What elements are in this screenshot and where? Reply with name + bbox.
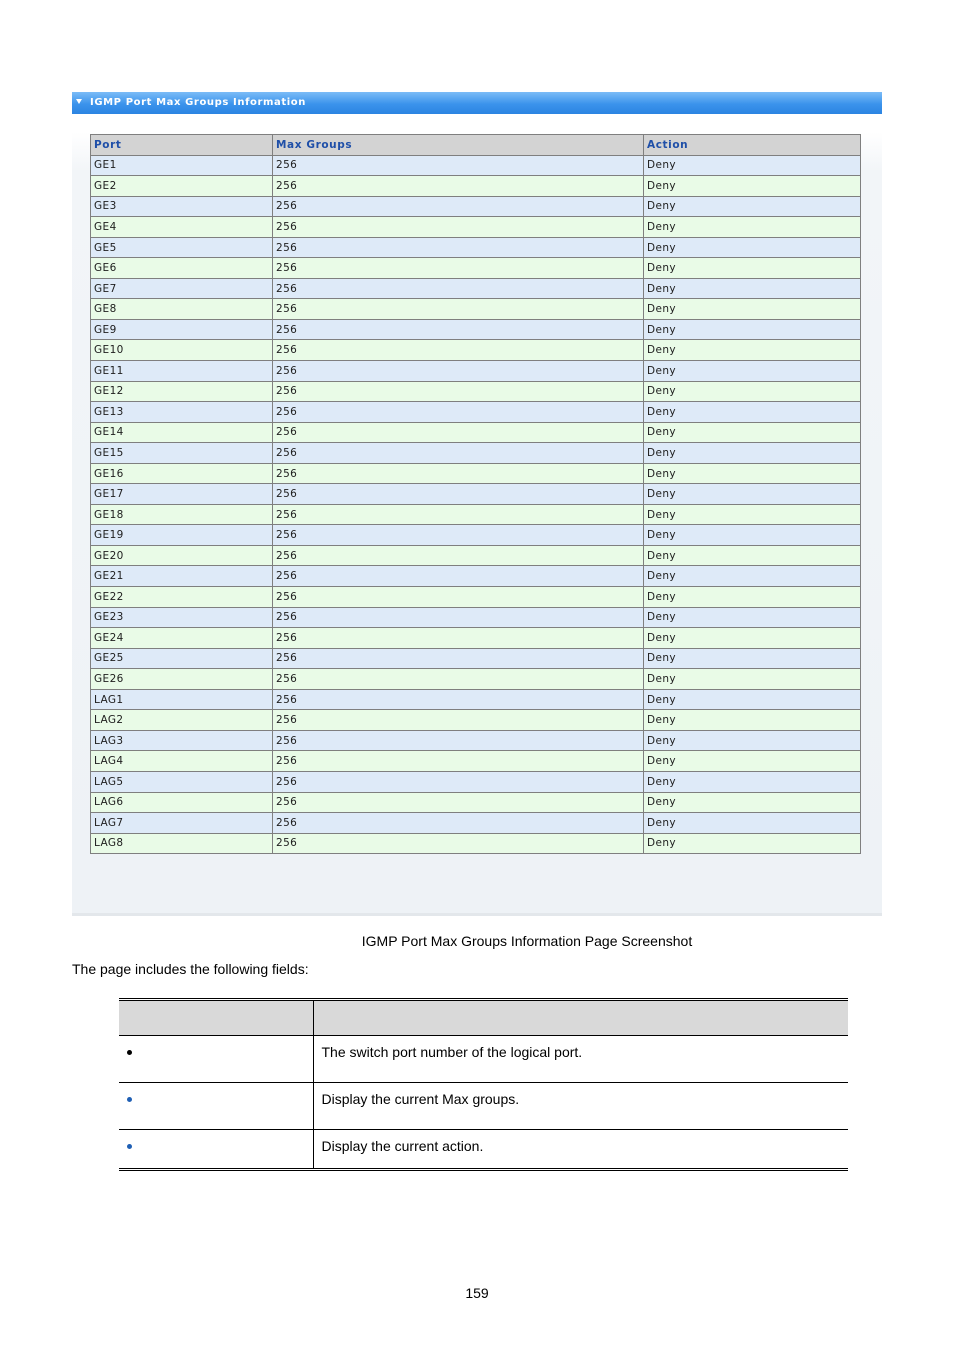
max-groups-cell: 256 xyxy=(273,217,644,238)
port-cell: GE8 xyxy=(91,299,273,320)
max-groups-cell: 256 xyxy=(273,710,644,731)
action-cell: Deny xyxy=(644,669,861,690)
port-cell: LAG5 xyxy=(91,771,273,792)
max-groups-cell: 256 xyxy=(273,525,644,546)
max-groups-cell: 256 xyxy=(273,813,644,834)
max-groups-cell: 256 xyxy=(273,669,644,690)
action-cell: Deny xyxy=(644,587,861,608)
action-cell: Deny xyxy=(644,422,861,443)
table-row xyxy=(91,566,861,587)
max-groups-cell: 256 xyxy=(273,443,644,464)
table-row xyxy=(91,813,861,834)
max-groups-cell: 256 xyxy=(273,648,644,669)
action-cell: Deny xyxy=(644,463,861,484)
table-row xyxy=(91,751,861,772)
table-row xyxy=(91,319,861,340)
bullet-icon xyxy=(127,1144,132,1149)
port-cell: GE19 xyxy=(91,525,273,546)
table-row xyxy=(91,237,861,258)
max-groups-cell: 256 xyxy=(273,751,644,772)
port-cell: GE21 xyxy=(91,566,273,587)
fields-row xyxy=(119,1036,848,1083)
action-cell: Deny xyxy=(644,361,861,382)
table-row xyxy=(91,155,861,176)
table-row xyxy=(91,340,861,361)
action-cell: Deny xyxy=(644,813,861,834)
fields-header-object xyxy=(119,1000,313,1036)
max-groups-cell: 256 xyxy=(273,299,644,320)
port-cell: GE23 xyxy=(91,607,273,628)
port-cell: GE18 xyxy=(91,504,273,525)
port-cell: GE17 xyxy=(91,484,273,505)
action-cell: Deny xyxy=(644,155,861,176)
collapse-arrow-icon[interactable] xyxy=(76,99,82,104)
action-cell: Deny xyxy=(644,833,861,854)
max-groups-cell: 256 xyxy=(273,607,644,628)
table-row xyxy=(91,176,861,197)
max-groups-cell: 256 xyxy=(273,771,644,792)
action-cell: Deny xyxy=(644,566,861,587)
port-cell: GE24 xyxy=(91,628,273,649)
field-name-cell xyxy=(119,1083,313,1130)
max-groups-cell: 256 xyxy=(273,463,644,484)
port-cell: GE25 xyxy=(91,648,273,669)
action-cell: Deny xyxy=(644,504,861,525)
port-cell: LAG8 xyxy=(91,833,273,854)
action-cell: Deny xyxy=(644,710,861,731)
table-row xyxy=(91,710,861,731)
field-description: Display the current action. xyxy=(321,1138,484,1154)
table-row xyxy=(91,278,861,299)
action-cell: Deny xyxy=(644,628,861,649)
action-cell: Deny xyxy=(644,730,861,751)
table-row xyxy=(91,771,861,792)
max-groups-cell: 256 xyxy=(273,730,644,751)
action-cell: Deny xyxy=(644,196,861,217)
max-groups-cell: 256 xyxy=(273,258,644,279)
max-groups-cell: 256 xyxy=(273,381,644,402)
max-groups-cell: 256 xyxy=(273,278,644,299)
table-row xyxy=(91,833,861,854)
fields-row xyxy=(119,1130,848,1170)
field-name-cell xyxy=(119,1036,313,1083)
table-row xyxy=(91,443,861,464)
max-groups-cell: 256 xyxy=(273,340,644,361)
port-cell: GE22 xyxy=(91,587,273,608)
table-row xyxy=(91,402,861,423)
max-groups-cell: 256 xyxy=(273,196,644,217)
action-cell: Deny xyxy=(644,525,861,546)
table-row xyxy=(91,607,861,628)
port-cell: GE20 xyxy=(91,545,273,566)
table-row xyxy=(91,196,861,217)
action-cell: Deny xyxy=(644,443,861,464)
port-cell: GE4 xyxy=(91,217,273,238)
action-cell: Deny xyxy=(644,258,861,279)
table-header-row xyxy=(91,135,861,156)
max-groups-cell: 256 xyxy=(273,484,644,505)
action-cell: Deny xyxy=(644,484,861,505)
table-row xyxy=(91,463,861,484)
max-groups-cell: 256 xyxy=(273,792,644,813)
action-cell: Deny xyxy=(644,607,861,628)
panel-title: IGMP Port Max Groups Information xyxy=(90,97,306,108)
port-cell: LAG4 xyxy=(91,751,273,772)
action-cell: Deny xyxy=(644,176,861,197)
column-header-max-groups: Max Groups xyxy=(273,135,644,156)
bullet-icon xyxy=(127,1097,132,1102)
port-cell: LAG6 xyxy=(91,792,273,813)
action-cell: Deny xyxy=(644,340,861,361)
port-cell: GE2 xyxy=(91,176,273,197)
port-cell: GE10 xyxy=(91,340,273,361)
field-description: The switch port number of the logical port. xyxy=(313,1036,848,1083)
action-cell: Deny xyxy=(644,689,861,710)
table-row xyxy=(91,669,861,690)
max-groups-cell: 256 xyxy=(273,237,644,258)
max-groups-cell: 256 xyxy=(273,689,644,710)
max-groups-cell: 256 xyxy=(273,319,644,340)
action-cell: Deny xyxy=(644,319,861,340)
action-cell: Deny xyxy=(644,771,861,792)
action-cell: Deny xyxy=(644,217,861,238)
table-row xyxy=(91,525,861,546)
action-cell: Deny xyxy=(644,278,861,299)
port-max-groups-table xyxy=(90,134,861,854)
table-row xyxy=(91,730,861,751)
panel-header[interactable] xyxy=(72,92,882,114)
port-cell: GE6 xyxy=(91,258,273,279)
action-cell: Deny xyxy=(644,648,861,669)
port-cell: GE11 xyxy=(91,361,273,382)
fields-table xyxy=(119,998,848,1171)
max-groups-cell: 256 xyxy=(273,566,644,587)
bullet-icon xyxy=(127,1050,132,1055)
port-cell: LAG1 xyxy=(91,689,273,710)
table-row xyxy=(91,361,861,382)
fields-row xyxy=(119,1083,848,1130)
table-row xyxy=(91,258,861,279)
action-cell: Deny xyxy=(644,237,861,258)
fields-header-description xyxy=(313,1000,848,1036)
action-cell: Deny xyxy=(644,381,861,402)
column-header-port: Port xyxy=(91,135,273,156)
page-number: 159 xyxy=(465,1285,489,1301)
action-cell: Deny xyxy=(644,751,861,772)
fields-table-header xyxy=(119,1000,848,1036)
action-cell: Deny xyxy=(644,792,861,813)
table-row xyxy=(91,628,861,649)
max-groups-cell: 256 xyxy=(273,176,644,197)
table-row xyxy=(91,648,861,669)
table-row xyxy=(91,545,861,566)
port-cell: GE15 xyxy=(91,443,273,464)
table-row xyxy=(91,689,861,710)
max-groups-cell: 256 xyxy=(273,361,644,382)
table-row xyxy=(91,422,861,443)
table-row xyxy=(91,484,861,505)
port-cell: LAG2 xyxy=(91,710,273,731)
port-cell: GE9 xyxy=(91,319,273,340)
action-cell: Deny xyxy=(644,545,861,566)
figure-caption: IGMP Port Max Groups Information Page Screenshot xyxy=(361,933,693,949)
table-row xyxy=(91,587,861,608)
intro-text: The page includes the following fields: xyxy=(72,961,309,977)
max-groups-cell: 256 xyxy=(273,402,644,423)
max-groups-cell: 256 xyxy=(273,628,644,649)
port-cell: LAG7 xyxy=(91,813,273,834)
max-groups-cell: 256 xyxy=(273,422,644,443)
table-row xyxy=(91,792,861,813)
table-row xyxy=(91,504,861,525)
max-groups-cell: 256 xyxy=(273,587,644,608)
port-cell: GE5 xyxy=(91,237,273,258)
port-cell: LAG3 xyxy=(91,730,273,751)
max-groups-cell: 256 xyxy=(273,504,644,525)
igmp-port-max-groups-panel xyxy=(72,92,882,916)
field-name-cell xyxy=(119,1130,313,1170)
table-row xyxy=(91,217,861,238)
port-cell: GE7 xyxy=(91,278,273,299)
table-row xyxy=(91,299,861,320)
port-cell: GE16 xyxy=(91,463,273,484)
action-cell: Deny xyxy=(644,299,861,320)
column-header-action: Action xyxy=(644,135,861,156)
field-description: Display the current Max groups. xyxy=(313,1083,848,1130)
action-cell: Deny xyxy=(644,402,861,423)
table-row xyxy=(91,381,861,402)
max-groups-cell: 256 xyxy=(273,155,644,176)
port-cell: GE12 xyxy=(91,381,273,402)
max-groups-cell: 256 xyxy=(273,545,644,566)
port-cell: GE3 xyxy=(91,196,273,217)
port-cell: GE13 xyxy=(91,402,273,423)
port-cell: GE26 xyxy=(91,669,273,690)
max-groups-cell: 256 xyxy=(273,833,644,854)
port-cell: GE1 xyxy=(91,155,273,176)
port-cell: GE14 xyxy=(91,422,273,443)
